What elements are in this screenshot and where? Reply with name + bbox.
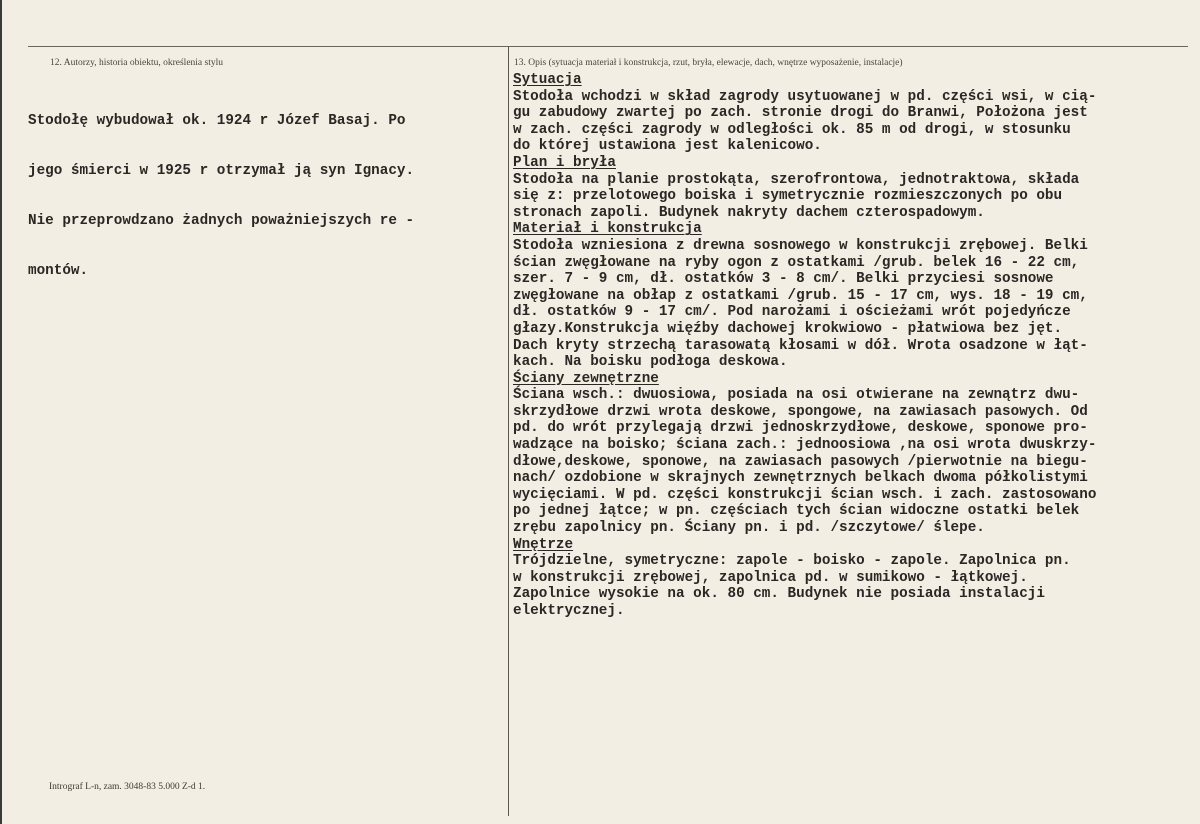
right-column-text: [513, 72, 1096, 620]
right-text-line: dł. ostatków 9 - 17 cm/. Pod narożami i ościeżami wrót pojedyńcze: [513, 304, 1071, 321]
right-column-header: 13. Opis (sytuacja materiał i konstrukcja, rzut, bryła, elewacje, dach, wnętrze wyposażenie, instalacje): [514, 58, 903, 68]
left-column-header: 12. Autorzy, historia obiektu, określenia stylu: [50, 58, 223, 68]
right-text-line: Stodoła na planie prostokąta, szerofrontowa, jednotraktowa, składa: [513, 171, 1080, 188]
right-text-line: wadzące na boisko; ściana zach.: jednoosiowa ,na osi wrota dwuskrzy-: [513, 437, 1097, 454]
printer-footer: Intrograf L-n, zam. 3048-83 5.000 Z-d 1.: [49, 782, 206, 792]
top-rule: [28, 46, 1188, 47]
right-text-line: do której ustawiona jest kalenicowo.: [513, 138, 822, 155]
right-text-line: pd. do wrót przylegają drzwi jednoskrzydłowe, deskowe, sponowe pro-: [513, 420, 1088, 437]
right-text-line: wycięciami. W pd. części konstrukcji ścian wsch. i zach. zastosowano: [513, 486, 1097, 503]
right-text-line: gu zabudowy zwartej po zach. stronie drogi do Branwi, Położona jest: [513, 105, 1088, 122]
right-text-line: zwęgłowane na obłap z ostatkami /grub. 15 - 17 cm, wys. 18 - 19 cm,: [513, 287, 1088, 304]
right-text-line: elektrycznej.: [513, 603, 625, 619]
right-text-line: Stodoła wchodzi w skład zagrody usytuowanej w pd. części wsi, w cią-: [513, 88, 1097, 105]
right-text-line: Ściana wsch.: dwuosiowa, posiada na osi otwierane na zewnątrz dwu-: [513, 387, 1080, 404]
column-divider: [508, 46, 509, 816]
right-text-line: Stodoła wzniesiona z drewna sosnowego w konstrukcji zrębowej. Belki: [513, 237, 1088, 254]
right-text-line: stronach zapoli. Budynek nakryty dachem czterospadowym.: [513, 204, 985, 221]
right-text-line: zrębu zapolnicy pn. Ściany pn. i pd. /szczytowe/ ślepe.: [513, 520, 985, 537]
right-text-line: się z: przelotowego boiska i symetrycznie rozmieszczonych po obu: [513, 188, 1063, 205]
right-text-line: Trójdzielne, symetryczne: zapole - boisko - zapole. Zapolnica pn.: [513, 553, 1071, 570]
right-text-line: po jednej łątce; w pn. częściach tych ścian widoczne ostatki belek: [513, 503, 1080, 520]
left-column-text: [28, 80, 414, 312]
section-heading: Wnętrze: [513, 536, 574, 553]
section-heading: Ściany zewnętrzne: [513, 370, 659, 387]
right-text-line: głazy.Konstrukcja więźby dachowej krokwiowo - płatwiowa bez jęt.: [513, 320, 1063, 337]
left-text-line: montów.: [28, 262, 89, 279]
right-text-line: w konstrukcji zrębowej, zapolnica pd. w sumikowo - łątkowej.: [513, 569, 1028, 586]
section-heading: Sytuacja: [513, 72, 582, 88]
section-heading: Materiał i konstrukcja: [513, 221, 702, 238]
right-text-line: Dach kryty strzechą tarasowatą kłosami w dół. Wrota osadzone w łąt-: [513, 337, 1088, 354]
right-text-line: kach. Na boisku podłoga deskowa.: [513, 354, 788, 371]
left-text-line: Stodołę wybudował ok. 1924 r Józef Basaj. Po: [28, 113, 406, 130]
right-text-line: szer. 7 - 9 cm, dł. ostatków 3 - 8 cm/. Belki przyciesi sosnowe: [513, 271, 1054, 288]
right-text-line: w zach. części zagrody w odległości ok. 85 m od drogi, w stosunku: [513, 121, 1071, 138]
right-text-line: skrzydłowe drzwi wrota deskowe, spongowe, na zawiasach pasowych. Od: [513, 403, 1088, 420]
left-text-line: jego śmierci w 1925 r otrzymał ją syn Ignacy.: [28, 162, 415, 179]
right-text-line: dłowe,deskowe, sponowe, na zawiasach pasowych /pierwotnie na biegu-: [513, 453, 1088, 470]
left-text-line: Nie przeprowdzano żadnych poważniejszych re -: [28, 212, 415, 229]
right-text-line: ścian zwęgłowane na ryby ogon z ostatkami /grub. belek 16 - 22 cm,: [513, 254, 1080, 271]
section-heading: Plan i bryła: [513, 154, 616, 171]
right-text-line: nach/ ozdobione w skrajnych zewnętrznych belkach dwoma półkolistymi: [513, 470, 1088, 487]
right-text-line: Zapolnice wysokie na ok. 80 cm. Budynek nie posiada instalacji: [513, 586, 1045, 603]
